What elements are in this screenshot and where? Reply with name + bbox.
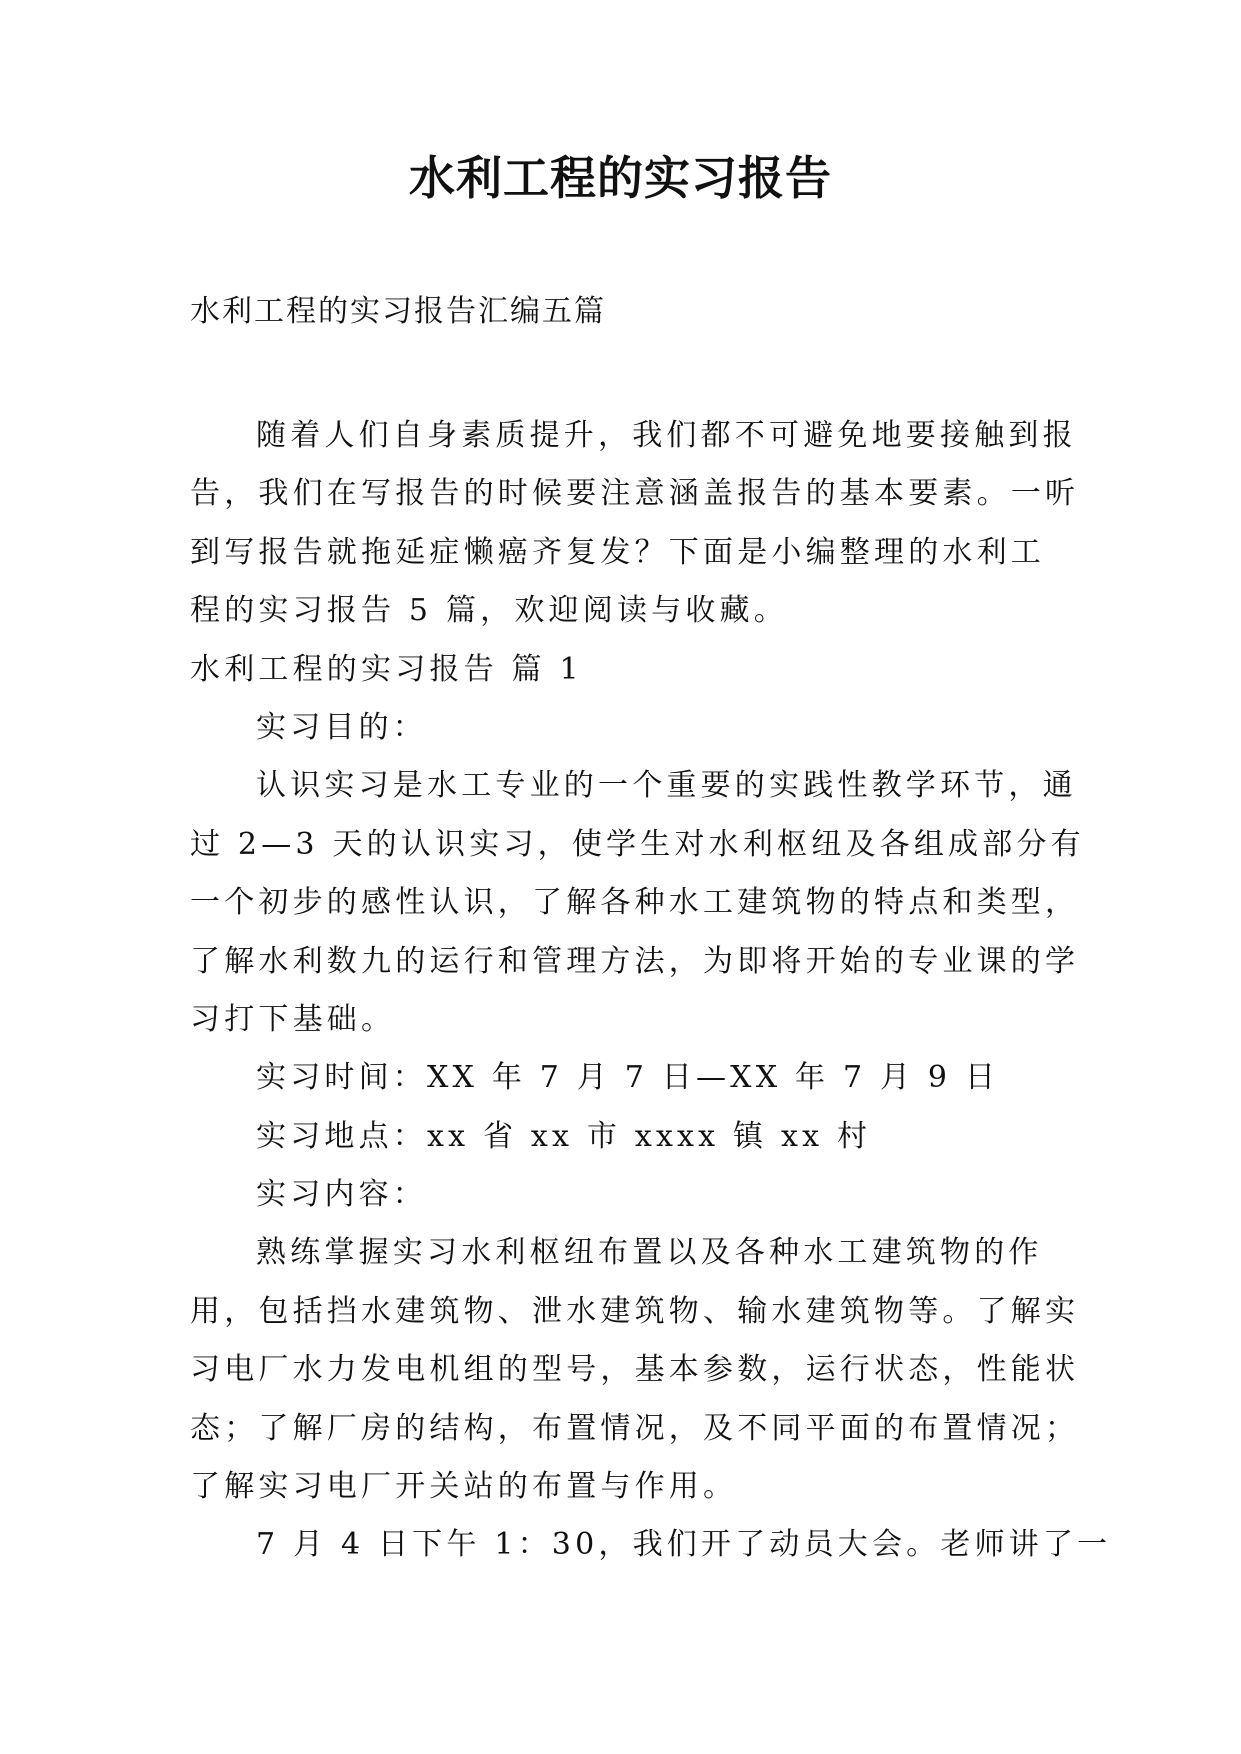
body-line: 习电厂水力发电机组的型号，基本参数，运行状态，性能状 [190,1352,1080,1388]
document-subtitle: 水利工程的实习报告汇编五篇 [190,294,606,329]
body-line: 了解水利数九的运行和管理方法，为即将开始的专业课的学 [190,943,1080,979]
body-line: 了解实习电厂开关站的布置与作用。 [190,1469,738,1505]
body-line: 实习内容： [256,1177,427,1213]
body-line: 一个初步的感性认识，了解各种水工建筑物的特点和类型， [190,885,1080,921]
body-line: 实习时间：XX 年 7 月 7 日—XX 年 7 月 9 日 [256,1060,1000,1096]
body-line: 习打下基础。 [190,1001,396,1037]
body-line: 程的实习报告 5 篇，欢迎阅读与收藏。 [190,593,788,629]
document-title: 水利工程的实习报告 [409,151,832,205]
body-line: 实习地点：xx 省 xx 市 xxxx 镇 xx 村 [256,1118,872,1154]
body-line: 到写报告就拖延症懒癌齐复发？下面是小编整理的水利工 [190,534,1045,570]
body-line: 认识实习是水工专业的一个重要的实践性教学环节，通 [256,768,1077,804]
body-line: 用，包括挡水建筑物、泄水建筑物、输水建筑物等。了解实 [190,1293,1080,1329]
body-line: 熟练掌握实习水利枢纽布置以及各种水工建筑物的作 [256,1235,1043,1271]
body-line: 7 月 4 日下午 1：30，我们开了动员大会。老师讲了一 [256,1527,1112,1563]
body-line: 随着人们自身素质提升，我们都不可避免地要接触到报 [256,418,1077,453]
body-line: 态；了解厂房的结构，布置情况，及不同平面的布置情况； [190,1410,1080,1446]
body-line: 过 2—3 天的认识实习，使学生对水利枢纽及各组成部分有 [190,826,1085,862]
document-body [190,407,1112,1575]
body-line: 实习目的： [256,709,427,745]
body-line: 水利工程的实习报告 篇 1 [190,651,583,687]
body-line: 告，我们在写报告的时候要注意涵盖报告的基本要素。一听 [190,476,1080,512]
